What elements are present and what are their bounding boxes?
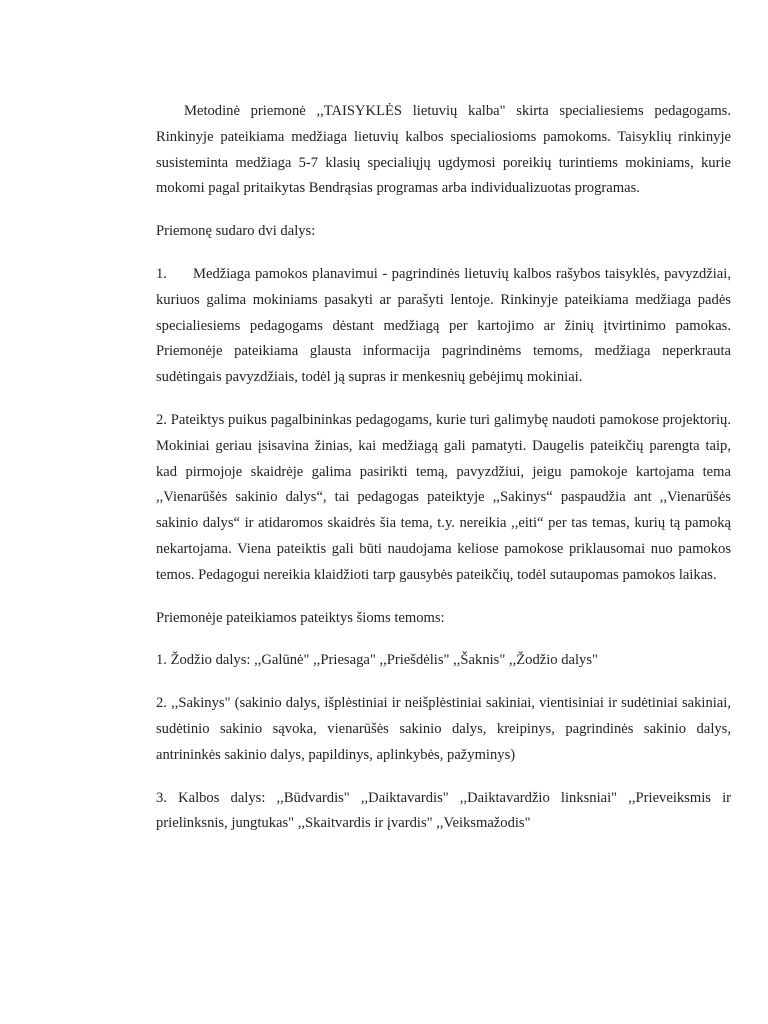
document-page bbox=[156, 99, 731, 854]
topic-word-parts: 1. Žodžio dalys: ,,Galūnė" ,,Priesaga" ,,Priešdėlis" ,,Šaknis" ,,Žodžio dalys" bbox=[156, 652, 598, 669]
list-number: 1. bbox=[156, 265, 167, 282]
intro-paragraph: Metodinė priemonė ,,TAISYKLĖS lietuvių kalba" skirta specialiesiems pedagogams. Rinkinyje pateikiama medžiaga lietuvių kalbos specialiosioms pamokoms. Taisyklių rinkinyje susisteminta medžiaga 5-7 klasių specialiųjų ugdymosi poreikių turintiems mokiniams, kurie mokomi pagal pritaikytas Bendrąsias programas arba individualizuotas programas. bbox=[156, 103, 731, 197]
parts-heading: Priemonę sudaro dvi dalys: bbox=[156, 223, 316, 240]
part-two-paragraph: 2. Pateiktys puikus pagalbininkas pedagogams, kurie turi galimybę naudoti pamokose projektorių. Mokiniai geriau įsisavina žinias, kai medžiagą gali pamatyti. Daugelis pateikčių parengta taip, kad pirmojoje skaidrėje galima pasirikti temą, pavyzdžiui, jeigu pamokoje kartojama tema ,,Vienarūšės sakinio dalys“, tai pedagogas pateiktyje ,,Sakinys“ paspaudžia ant ,,Vienarūšės sakinio dalys“ ir atidaromos skaidrės šia tema, t.y. nereikia ,,eiti“ per tas temas, kurių tą pamoką nekartojama. Viena pateiktis gali būti naudojama keliose pamokose priklausomai nuo pamokos temos. Pedagogui nereikia klaidžioti tarp gausybės pateikčių, todėl sutaupomas pamokos laikas. bbox=[156, 411, 731, 583]
topic-sentence: 2. ,,Sakinys" (sakinio dalys, išplėstiniai ir neišplėstiniai sakiniai, vientisiniai ir sudėtiniai sakiniai, sudėtinio sakinio sąvoka, vienarūšės sakinio dalys, kreipinys, pagrindinės sakinio dalys, antrininkės sakinio dalys, papildinys, aplinkybės, pažyminys) bbox=[156, 695, 731, 763]
part-one-paragraph bbox=[156, 262, 731, 391]
topic-parts-of-speech: 3. Kalbos dalys: ,,Būdvardis" ,,Daiktavardis" ,,Daiktavardžio linksniai" ,,Prieveiksmis ir prielinksnis, jungtukas" ,,Skaitvardis ir įvardis" ,,Veiksmažodis" bbox=[156, 789, 731, 832]
part-one-text: Medžiaga pamokos planavimui - pagrindinės lietuvių kalbos rašybos taisyklės, pavyzdžiai, kuriuos galima mokiniams pasakyti ar parašyti lentoje. Rinkinyje pateikiama medžiaga padės specialiesiems pedagogams dėstant medžiagą per kartojimo ar žinių įtvirtinimo pamokas. Priemonėje pateikiama glausta informacija pagrindinėms temoms, medžiaga neperkrauta sudėtingais pavyzdžiais, todėl ją supras ir menkesnių gebėjimų mokiniai. bbox=[156, 265, 731, 386]
topics-heading: Priemonėje pateikiamos pateiktys šioms temoms: bbox=[156, 609, 445, 626]
